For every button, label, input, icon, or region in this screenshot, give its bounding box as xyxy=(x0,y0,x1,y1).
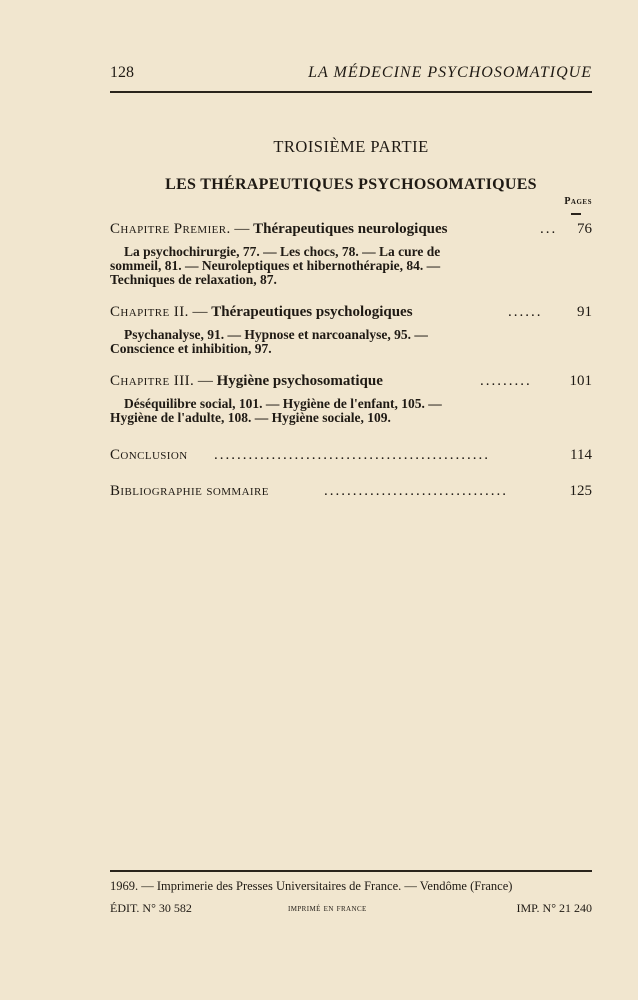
chapter-title: Thérapeutiques neurologiques xyxy=(253,221,448,237)
pages-label-dash xyxy=(571,213,581,215)
chapter-title: Hygiène psychosomatique xyxy=(216,373,383,389)
printer-imprint: 1969. — Imprimerie des Presses Universitaires de France. — Vendôme (France) xyxy=(110,879,513,893)
page-ref: 101 xyxy=(569,373,592,389)
toc-entry-bibliography xyxy=(110,483,592,503)
chapter-label: Chapitre Premier. xyxy=(110,221,231,237)
chapter-title: Thérapeutiques psychologiques xyxy=(211,304,413,320)
chapter-summary xyxy=(110,328,550,356)
toc-entry-chapter-1 xyxy=(110,221,592,287)
leader-dots: ................................ xyxy=(324,483,508,499)
toc-entry-chapter-2 xyxy=(110,304,592,356)
summary-line: Hygiène de l'adulte, 108. — Hygiène sociale, 109. xyxy=(110,410,391,425)
page-number: 128 xyxy=(110,64,134,81)
chapter-label: Chapitre III. xyxy=(110,373,195,389)
chapter-label: Chapitre II. xyxy=(110,304,189,320)
print-numbers xyxy=(110,901,592,919)
separator: — xyxy=(230,221,254,237)
section-label: Bibliographie sommaire xyxy=(110,483,269,499)
summary-line: Déséquilibre social, 101. — Hygiène de l'enfant, 105. — xyxy=(124,396,442,411)
toc-entry-conclusion xyxy=(110,447,592,467)
edition-number: ÉDIT. N° 30 582 xyxy=(110,901,192,915)
summary-line: Conscience et inhibition, 97. xyxy=(110,341,272,356)
page-ref: 91 xyxy=(577,304,592,320)
section-label: Conclusion xyxy=(110,447,188,463)
page-ref: 114 xyxy=(570,447,592,463)
summary-line: Techniques de relaxation, 87. xyxy=(110,272,277,287)
footer-rule xyxy=(110,870,592,872)
running-head xyxy=(110,64,592,88)
summary-line: Psychanalyse, 91. — Hypnose et narcoanalyse, 95. — xyxy=(124,327,428,342)
header-rule xyxy=(110,91,592,93)
summary-line: sommeil, 81. — Neuroleptiques et hibernothérapie, 84. — xyxy=(110,258,441,273)
leader-dots: ... xyxy=(540,221,558,237)
pages-column-label: Pages xyxy=(564,196,592,207)
leader-dots: ................................................ xyxy=(214,447,490,463)
toc-entry-chapter-3 xyxy=(110,373,592,425)
chapter-summary xyxy=(110,397,550,425)
page-ref: 125 xyxy=(569,483,592,499)
page-ref: 76 xyxy=(577,221,592,237)
part-label: TROISIÈME PARTIE xyxy=(273,137,429,156)
printed-in-france: imprimé en france xyxy=(288,903,367,914)
running-title: LA MÉDECINE PSYCHOSOMATIQUE xyxy=(308,64,592,81)
separator: — xyxy=(188,304,212,320)
separator: — xyxy=(194,373,217,389)
summary-line: La psychochirurgie, 77. — Les chocs, 78. — La cure de xyxy=(124,244,441,259)
chapter-summary xyxy=(110,245,550,287)
part-title: LES THÉRAPEUTIQUES PSYCHOSOMATIQUES xyxy=(165,176,537,193)
leader-dots: ......... xyxy=(480,373,532,389)
leader-dots: ...... xyxy=(508,304,543,320)
imprint-number: IMP. N° 21 240 xyxy=(516,901,592,915)
